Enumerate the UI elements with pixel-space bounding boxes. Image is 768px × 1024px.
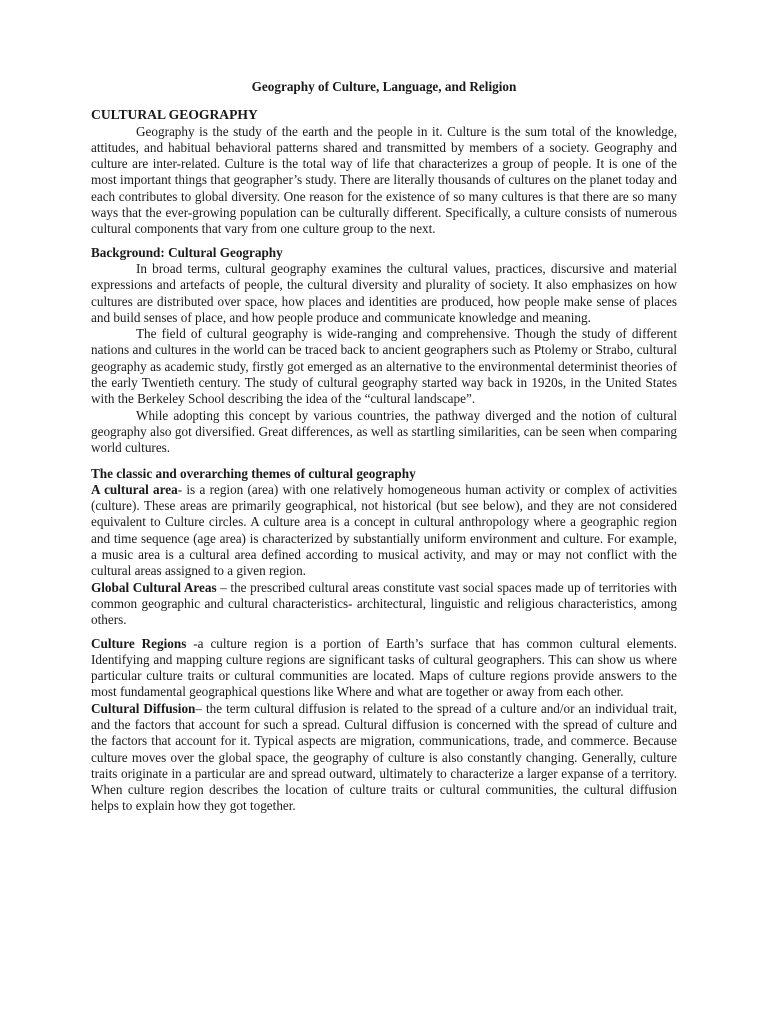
paragraph-cultural-diffusion: [91, 701, 677, 815]
term-cultural-area: A cultural area: [91, 481, 178, 497]
document-page: [91, 79, 677, 815]
document-title: Geography of Culture, Language, and Religion: [251, 79, 517, 94]
text-culture-regions: -a culture region is a portion of Earth’s surface that has common cultural elements. Identifying and mapping culture regions are significant tasks of cultural geographers. This can show us where particular culture traits or cultural communities are located. Maps of culture regions provide answers to the most fundamental geographical questions like Where and what are together or away from each other.: [91, 635, 677, 700]
paragraph-background-2: The field of cultural geography is wide-ranging and comprehensive. Though the study of different nations and cultures in the world can be traced back to ancient geographers such as Ptolemy or Strabo, cultural geography as academic study, firstly got emerged as an alternative to the environmental determinist theories of the early Twentieth century. The study of cultural geography started way back in 1920s, in the United States with the Berkeley School describing the idea of the “cultural landscape”.: [91, 326, 677, 407]
heading-cultural-geography: CULTURAL GEOGRAPHY: [91, 107, 258, 123]
term-cultural-diffusion: Cultural Diffusion: [91, 700, 196, 716]
paragraph-background-1: In broad terms, cultural geography examines the cultural values, practices, discursive and material expressions and artefacts of people, the cultural diversity and plurality of society. It also emphasizes on how cultures are distributed over space, how places and identities are produced, how people make sense of places and build senses of place, and how people produce and communicate knowledge and meaning.: [91, 260, 677, 325]
heading-background: Background: Cultural Geography: [91, 244, 283, 260]
paragraph-background-3: While adopting this concept by various countries, the pathway diverged and the notion of cultural geography also got diversified. Great differences, as well as startling similarities, can be seen when comparing world cultures.: [91, 407, 677, 456]
term-culture-regions: Culture Regions: [91, 635, 187, 651]
paragraph-global-cultural-areas: [91, 580, 677, 629]
term-global-cultural-areas: Global Cultural Areas: [91, 579, 217, 595]
text-cultural-diffusion: – the term cultural diffusion is related to the spread of a culture and/or an individual trait, and the factors that account for such a spread. Cultural diffusion is concerned with the spread of culture and the factors that account for it. Typical aspects are migration, communications, trade, and commerce. Because culture moves over the global space, the geography of culture is also constantly changing. Generally, culture traits originate in a particular are and spread outward, ultimately to characterize a larger expanse of a territory. When culture region describes the location of culture traits or cultural communities, the cultural diffusion helps to explain how they got together.: [91, 700, 677, 814]
paragraph-culture-regions: [91, 636, 677, 701]
text-global-cultural-areas: – the prescribed cultural areas constitute vast social spaces made up of territories with common geographic and cultural characteristics- architectural, linguistic and religious characteristics, among others.: [91, 579, 677, 628]
paragraph-cultural-area: [91, 482, 677, 580]
heading-themes: The classic and overarching themes of cultural geography: [91, 465, 416, 481]
text-cultural-area: - is a region (area) with one relatively homogeneous human activity or complex of activities (culture). These areas are primarily geographical, not historical (but see below), and they are not considered equivalent to Culture circles. A culture area is a concept in cultural anthropology where a geographic region and time sequence (age area) is characterized by substantially uniform environment and culture. For example, a music area is a cultural area defined according to musical activity, and may or may not conflict with the cultural areas assigned to a given region.: [91, 481, 677, 579]
paragraph-cultural-geography: Geography is the study of the earth and the people in it. Culture is the sum total of the knowledge, attitudes, and habitual behavioral patterns shared and transmitted by members of a society. Geography and culture are inter-related. Culture is the total way of life that characterizes a group of people. It is one of the most important things that geographer’s study. There are literally thousands of cultures on the planet today and each contributes to global diversity. One reason for the existence of so many cultures is that there are so many ways that the ever-growing population can be culturally different. Specifically, a culture consists of numerous cultural components that vary from one culture group to the next.: [91, 123, 677, 237]
